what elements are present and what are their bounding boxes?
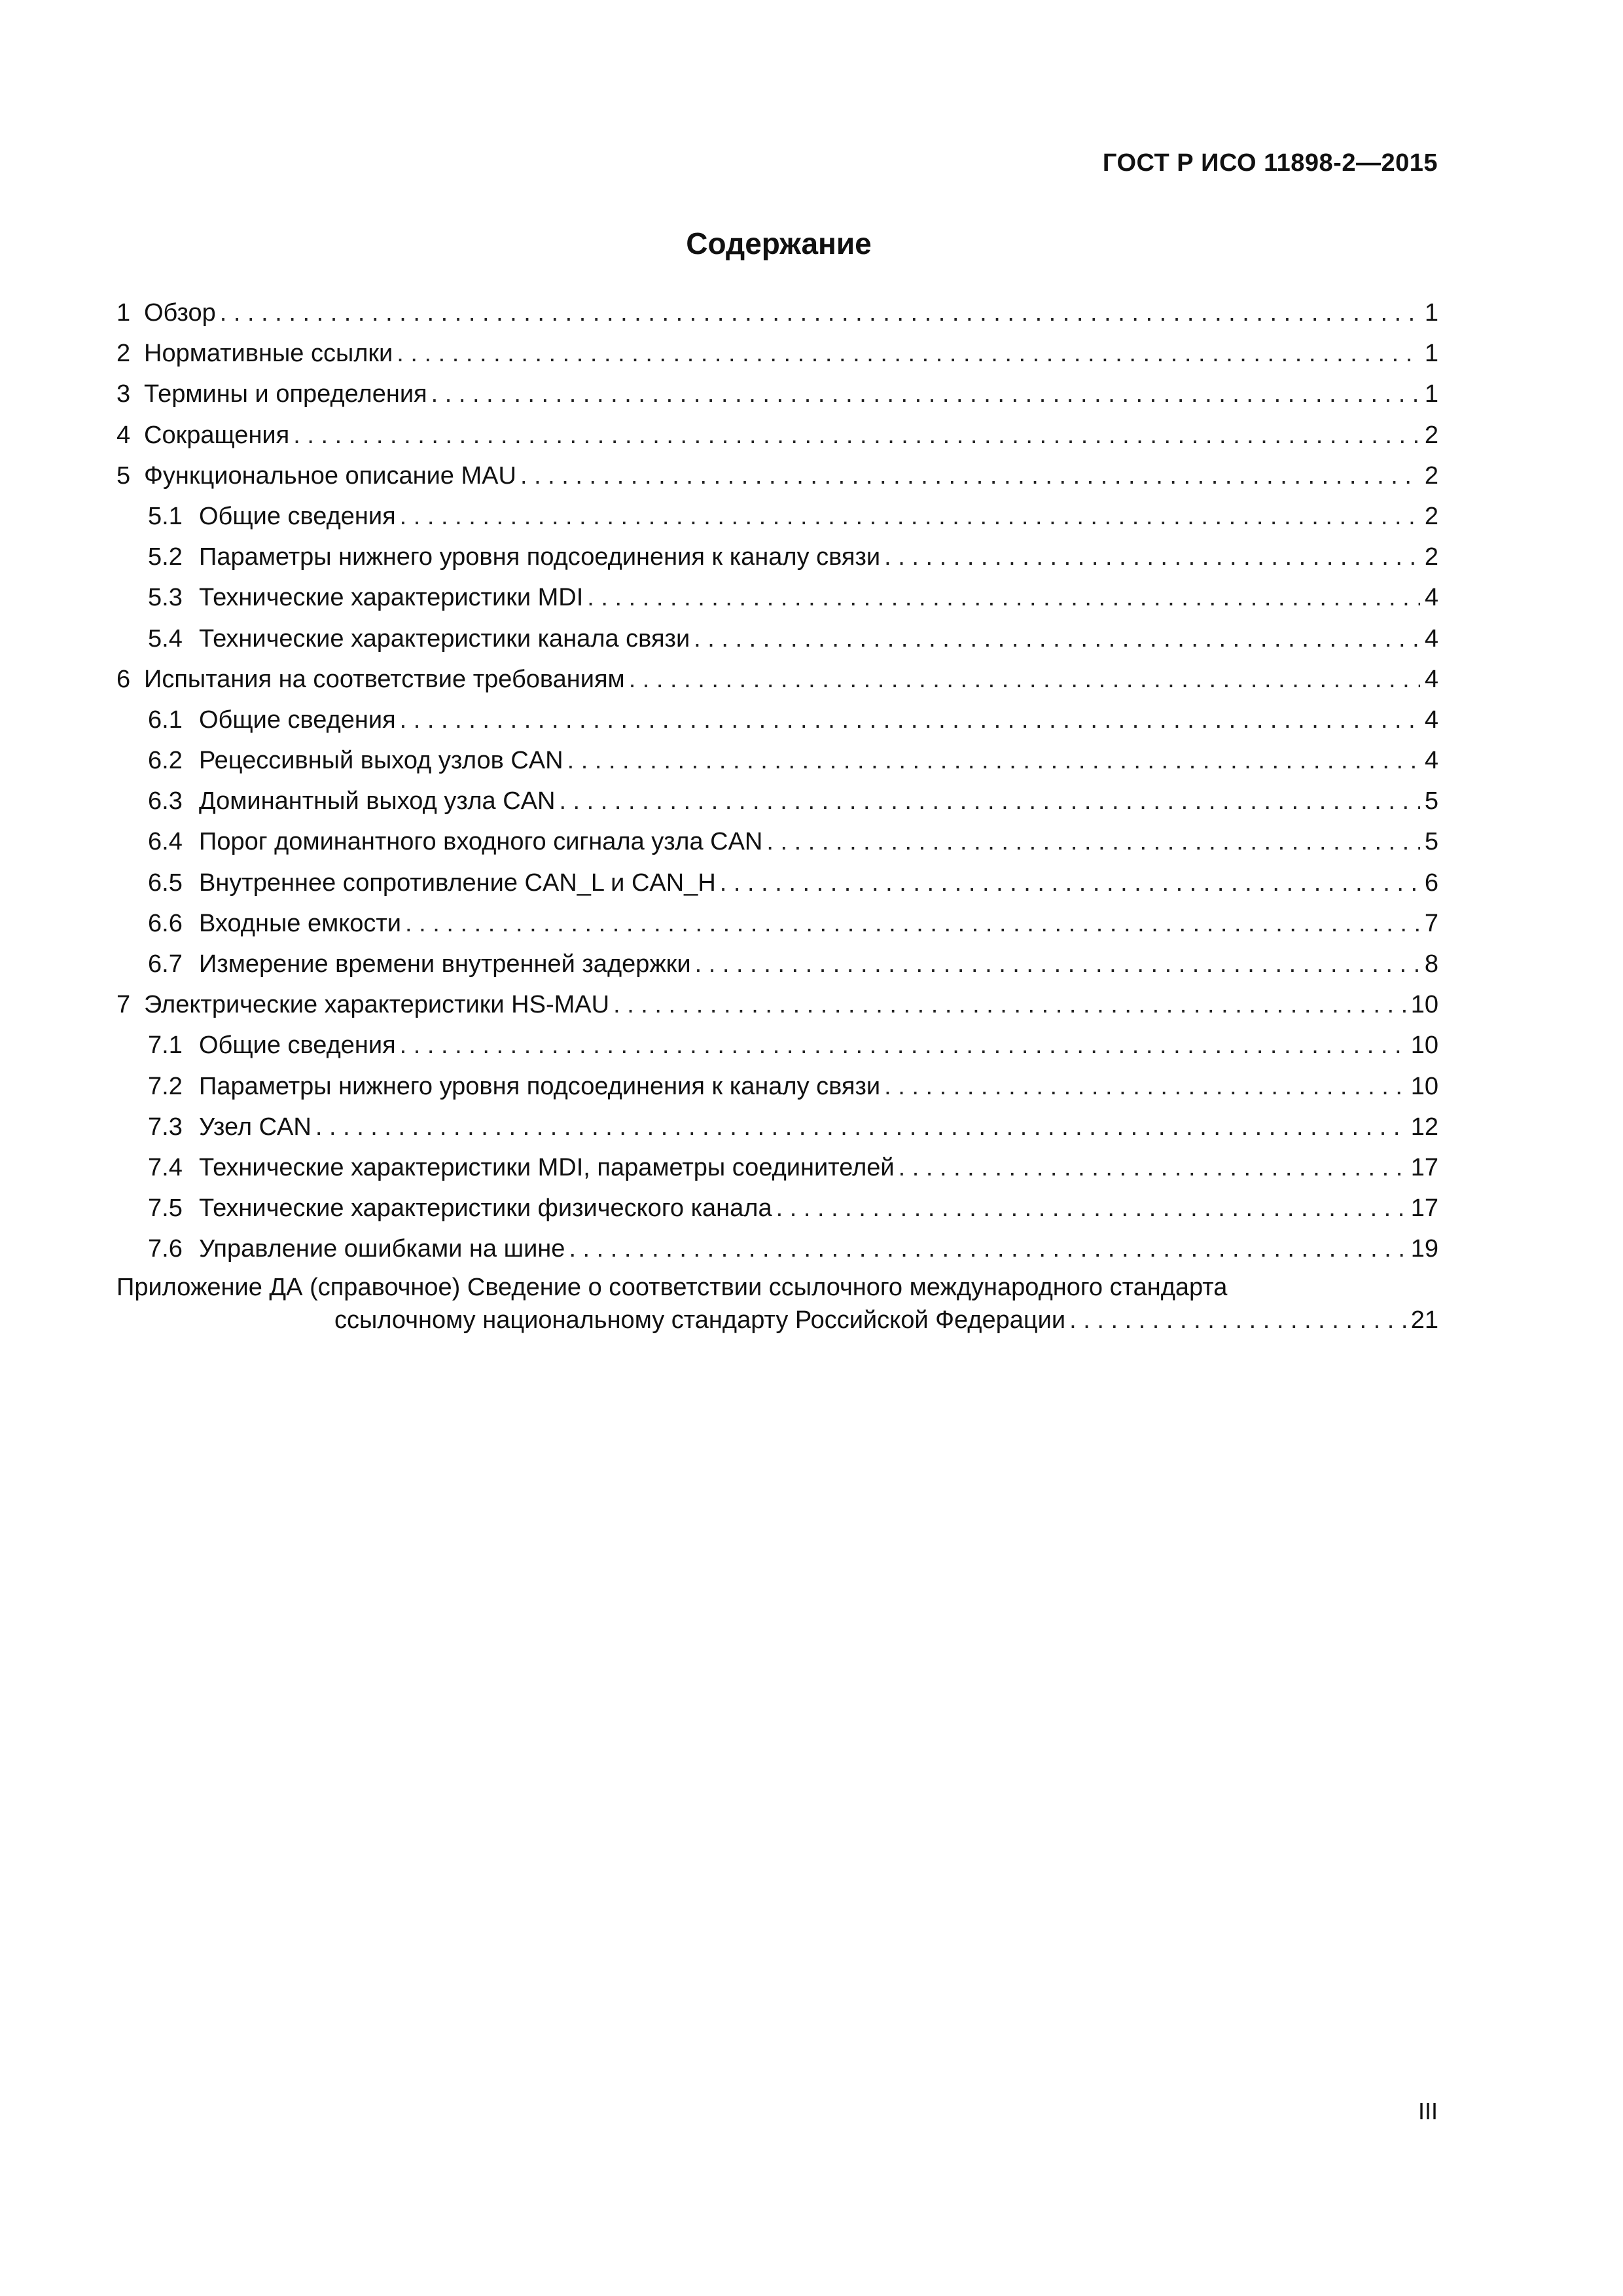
- toc-entry-number: 6.7: [148, 950, 183, 978]
- toc-entry-number: 6.2: [148, 747, 183, 775]
- toc-entry-page: 4: [1424, 624, 1438, 653]
- toc-entry[interactable]: [116, 619, 1438, 659]
- toc-entry[interactable]: [116, 984, 1438, 1025]
- toc-entry[interactable]: [116, 1107, 1438, 1147]
- toc-entry-page: 10: [1410, 991, 1438, 1019]
- toc-entry-page: 10: [1410, 1031, 1438, 1060]
- toc-entry-page: 1: [1424, 340, 1438, 368]
- toc-entry[interactable]: [116, 700, 1438, 740]
- leader-dots: [766, 821, 1420, 862]
- leader-dots: [694, 619, 1420, 659]
- leader-dots: [520, 456, 1420, 496]
- toc-entry-number: 6.1: [148, 706, 183, 734]
- annex-title-line2: ссылочному национальному стандарту Российской Федерации: [334, 1306, 1066, 1334]
- toc-entry-title: Испытания на соответствие требованиям: [144, 665, 625, 693]
- toc-entry-title: Обзор: [144, 299, 216, 327]
- toc-entry[interactable]: [116, 821, 1438, 862]
- toc-entry-page: 2: [1424, 502, 1438, 530]
- leader-dots: [400, 1025, 1407, 1066]
- toc-entry[interactable]: [116, 374, 1438, 414]
- toc-entry[interactable]: [116, 659, 1438, 700]
- toc-entry-title: Технические характеристики MDI, параметры соединителей: [199, 1153, 895, 1181]
- leader-dots: [629, 659, 1420, 700]
- toc-annex-entry[interactable]: [116, 1271, 1438, 1336]
- toc-entry[interactable]: [116, 1025, 1438, 1066]
- toc-entry-title: Функциональное описание MAU: [144, 461, 516, 490]
- leader-dots: [397, 333, 1420, 374]
- toc-entry[interactable]: [116, 333, 1438, 374]
- toc-entry[interactable]: [116, 293, 1438, 333]
- toc-entry-page: 4: [1424, 665, 1438, 693]
- toc-entry-title: Технические характеристики канала связи: [199, 624, 690, 653]
- toc-entry-number: 5.1: [148, 502, 183, 530]
- toc-entry-page: 8: [1424, 950, 1438, 978]
- toc-entry[interactable]: [116, 740, 1438, 781]
- toc-entry-page: 10: [1410, 1072, 1438, 1100]
- toc-entry-page: 7: [1424, 909, 1438, 937]
- toc-entry[interactable]: [116, 537, 1438, 577]
- toc-entry-number: 6.5: [148, 869, 183, 897]
- toc-entry-number: 2: [116, 340, 131, 368]
- toc-entry-page: 2: [1424, 461, 1438, 490]
- leader-dots: [884, 1066, 1407, 1107]
- toc-entry-page: 5: [1424, 787, 1438, 816]
- document-code: ГОСТ Р ИСО 11898-2—2015: [1102, 149, 1438, 177]
- toc-entry-title: Измерение времени внутренней задержки: [199, 950, 691, 978]
- toc-entry-number: 7.6: [148, 1235, 183, 1263]
- leader-dots: [559, 781, 1420, 821]
- toc-entry-number: 6.3: [148, 787, 183, 816]
- leader-dots: [1069, 1304, 1407, 1336]
- toc-entry[interactable]: [116, 1188, 1438, 1229]
- toc-entry-number: 7.1: [148, 1031, 183, 1060]
- toc-entry-number: 7.5: [148, 1194, 183, 1223]
- toc-entry-number: 7: [116, 991, 131, 1019]
- leader-dots: [776, 1188, 1407, 1229]
- leader-dots: [315, 1107, 1407, 1147]
- toc-entry-number: 7.3: [148, 1113, 183, 1141]
- toc-entry-title: Нормативные ссылки: [144, 340, 393, 368]
- toc-entry-page: 19: [1410, 1235, 1438, 1263]
- leader-dots: [899, 1147, 1407, 1188]
- toc-entry-title: Общие сведения: [199, 502, 396, 530]
- toc-entry[interactable]: [116, 1147, 1438, 1188]
- toc-entry-title: Общие сведения: [199, 1031, 396, 1060]
- leader-dots: [567, 740, 1420, 781]
- toc-entry-title: Рецессивный выход узлов CAN: [199, 747, 563, 775]
- table-of-contents: [116, 293, 1438, 1336]
- toc-entry[interactable]: [116, 577, 1438, 618]
- toc-entry-title: Сокращения: [144, 421, 290, 449]
- toc-entries: [116, 293, 1438, 1270]
- toc-entry-number: 6.6: [148, 909, 183, 937]
- toc-entry-number: 5.3: [148, 584, 183, 612]
- toc-entry-number: 6: [116, 665, 131, 693]
- toc-entry-page: 4: [1424, 584, 1438, 612]
- toc-entry-title: Порог доминантного входного сигнала узла CAN: [199, 828, 763, 856]
- toc-entry[interactable]: [116, 496, 1438, 537]
- toc-entry-page: 17: [1410, 1194, 1438, 1223]
- leader-dots: [220, 293, 1420, 333]
- leader-dots: [587, 577, 1420, 618]
- annex-title-line2-row: [116, 1304, 1438, 1336]
- toc-entry-title: Параметры нижнего уровня подсоединения к каналу связи: [199, 543, 881, 571]
- toc-entry-title: Общие сведения: [199, 706, 396, 734]
- leader-dots: [613, 984, 1407, 1025]
- toc-entry-page: 4: [1424, 747, 1438, 775]
- toc-entry[interactable]: [116, 456, 1438, 496]
- toc-entry-number: 7.4: [148, 1153, 183, 1181]
- toc-entry-number: 6.4: [148, 828, 183, 856]
- toc-entry-title: Электрические характеристики HS-MAU: [144, 991, 610, 1019]
- toc-entry-number: 5.4: [148, 624, 183, 653]
- toc-entry-page: 12: [1410, 1113, 1438, 1141]
- toc-entry[interactable]: [116, 781, 1438, 821]
- toc-entry-page: 1: [1424, 380, 1438, 408]
- toc-entry-number: 7.2: [148, 1072, 183, 1100]
- annex-title-line1: Приложение ДА (справочное) Сведение о соответствии ссылочного международного стандарта: [116, 1273, 1228, 1301]
- toc-entry-title: Входные емкости: [199, 909, 402, 937]
- toc-entry-page: 5: [1424, 828, 1438, 856]
- toc-entry-number: 3: [116, 380, 131, 408]
- leader-dots: [431, 374, 1420, 414]
- toc-entry-title: Внутреннее сопротивление CAN_L и CAN_H: [199, 869, 716, 897]
- leader-dots: [405, 903, 1420, 944]
- toc-entry[interactable]: [116, 863, 1438, 903]
- toc-entry-title: Доминантный выход узла CAN: [199, 787, 556, 816]
- toc-entry-number: 5.2: [148, 543, 183, 571]
- toc-entry[interactable]: [116, 903, 1438, 944]
- toc-entry-page: 17: [1410, 1153, 1438, 1181]
- page-number: III: [1418, 2098, 1438, 2125]
- annex-page-number: 21: [1410, 1306, 1438, 1334]
- toc-entry-number: 4: [116, 421, 131, 449]
- toc-entry-page: 4: [1424, 706, 1438, 734]
- toc-entry[interactable]: [116, 1066, 1438, 1107]
- leader-dots: [884, 537, 1420, 577]
- leader-dots: [400, 496, 1420, 537]
- leader-dots: [400, 700, 1420, 740]
- toc-entry[interactable]: [116, 1229, 1438, 1269]
- toc-entry-title: Узел CAN: [199, 1113, 312, 1141]
- toc-entry-page: 2: [1424, 421, 1438, 449]
- toc-entry-number: 5: [116, 461, 131, 490]
- toc-entry-title: Управление ошибками на шине: [199, 1235, 565, 1263]
- toc-entry-title: Технические характеристики физического канала: [199, 1194, 772, 1223]
- toc-entry-title: Технические характеристики MDI: [199, 584, 584, 612]
- toc-entry-title: Параметры нижнего уровня подсоединения к каналу связи: [199, 1072, 881, 1100]
- toc-entry-title: Термины и определения: [144, 380, 427, 408]
- leader-dots: [720, 863, 1420, 903]
- toc-entry[interactable]: [116, 415, 1438, 456]
- leader-dots: [293, 415, 1420, 456]
- leader-dots: [695, 944, 1420, 984]
- toc-heading: Содержание: [686, 226, 872, 260]
- toc-entry-page: 2: [1424, 543, 1438, 571]
- toc-entry-page: 6: [1424, 869, 1438, 897]
- toc-entry[interactable]: [116, 944, 1438, 984]
- leader-dots: [569, 1229, 1406, 1269]
- toc-entry-number: 1: [116, 299, 131, 327]
- toc-entry-page: 1: [1424, 299, 1438, 327]
